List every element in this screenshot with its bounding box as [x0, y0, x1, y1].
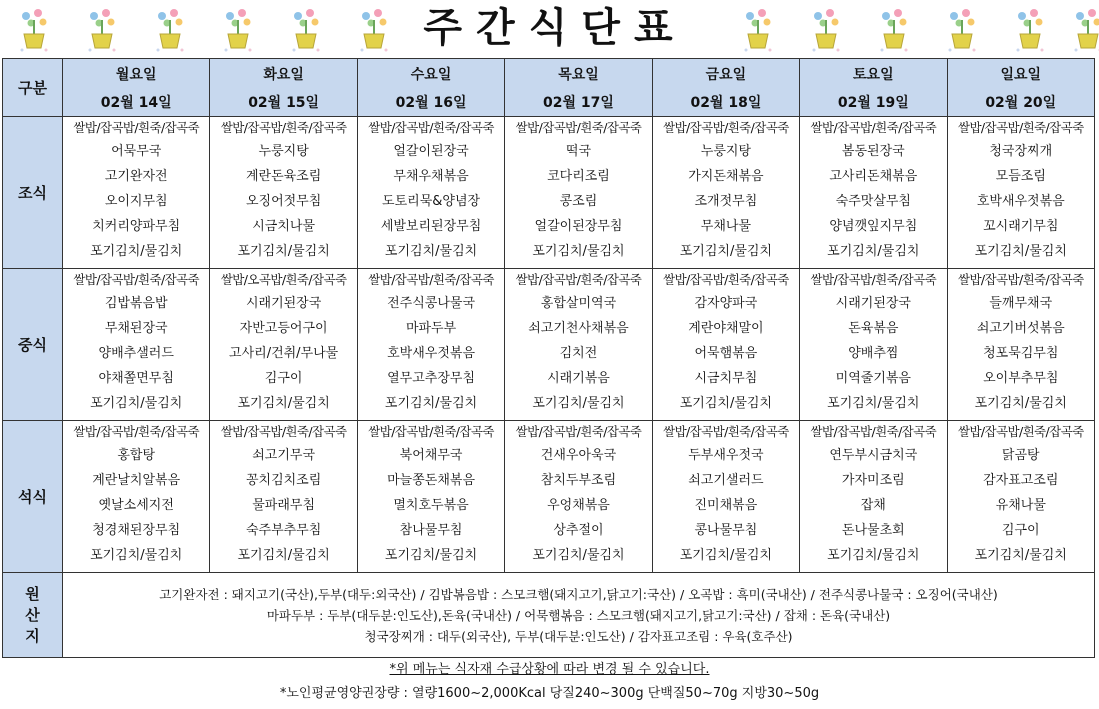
meal-cell	[800, 421, 947, 573]
menu-item: 세발보리된장무침	[380, 219, 482, 234]
staple-item: 쌀밥/잡곡밥/흰죽/잡곡죽	[515, 120, 642, 135]
nutrition-guideline: *노인평균영양권장량 : 열량1600~2,000Kcal 당질240~300g 단백질50~70g 지방30~50g	[279, 686, 820, 701]
menu-item: 포기김치/물김치	[827, 548, 920, 563]
day-name: 수요일	[410, 67, 452, 83]
menu-item: 조개젓무침	[694, 194, 758, 209]
staple-item: 쌀밥/잡곡밥/흰죽/잡곡죽	[663, 120, 789, 135]
menu-item: 포기김치/물김치	[679, 548, 773, 563]
menu-item: 포기김치/물김치	[237, 244, 330, 259]
menu-item: 무채나물	[700, 219, 752, 234]
menu-item: 숙주부추무침	[245, 523, 322, 538]
staple-item: 쌀밥/잡곡밥/흰죽/잡곡죽	[368, 424, 494, 439]
menu-item: 쇠고기샐러드	[688, 473, 764, 488]
day-name: 화요일	[263, 67, 304, 83]
menu-item: 꽁치김치조림	[245, 473, 322, 488]
meal-cell	[210, 117, 357, 269]
meal-cell	[63, 421, 210, 573]
menu-item: 계란날치알볶음	[92, 473, 181, 488]
origin-text	[63, 573, 1095, 658]
menu-item: 유채나물	[995, 498, 1046, 513]
menu-item: 포기김치/물김치	[90, 548, 183, 563]
flower-pot-icon	[220, 6, 256, 54]
menu-item: 포기김치/물김치	[532, 244, 625, 259]
meal-row	[3, 117, 1095, 269]
menu-item: 김밥볶음밥	[104, 296, 168, 311]
flower-pot-icon	[876, 6, 912, 54]
meal-cell	[63, 269, 210, 421]
menu-item: 자반고등어구이	[239, 321, 328, 336]
day-header	[505, 59, 652, 117]
day-header	[652, 59, 799, 117]
menu-item: 고사리/건취/무나물	[229, 346, 339, 361]
menu-item: 누룽지탕	[258, 144, 309, 159]
menu-item: 김구이	[264, 371, 303, 386]
menu-item: 닭곰탕	[1001, 448, 1040, 463]
menu-item: 멸치호두볶음	[393, 498, 469, 513]
menu-item: 포기김치/물김치	[827, 244, 920, 259]
menu-item: 오이지무침	[104, 194, 168, 209]
staple-item: 쌀밥/잡곡밥/흰죽/잡곡죽	[220, 424, 347, 439]
menu-item: 포기김치/물김치	[384, 548, 478, 563]
staple-item: 쌀밥/잡곡밥/흰죽/잡곡죽	[957, 120, 1084, 135]
staple-item: 쌀밥/잡곡밥/흰죽/잡곡죽	[73, 272, 199, 287]
menu-item: 물파래무침	[252, 498, 316, 513]
menu-item: 봄동된장국	[841, 144, 905, 159]
menu-item: 포기김치/물김치	[532, 548, 625, 563]
day-date: 02월 19일	[837, 95, 909, 111]
menu-item: 어묵햄볶음	[694, 346, 758, 361]
menu-item: 감자표고조림	[983, 473, 1059, 488]
meal-cell	[210, 421, 357, 573]
menu-item: 양배추샐러드	[98, 346, 174, 361]
menu-item: 얼갈이된장국	[393, 144, 469, 159]
menu-item: 숙주맛살무침	[835, 194, 911, 209]
day-name: 금요일	[705, 67, 747, 83]
meal-cell	[652, 117, 799, 269]
meal-cell	[947, 117, 1094, 269]
menu-item: 청포묵김무침	[983, 346, 1059, 361]
menu-table	[2, 58, 1095, 658]
menu-item: 어묵무국	[111, 144, 162, 159]
meal-label: 조식	[3, 117, 63, 269]
staple-item: 쌀밥/잡곡밥/흰죽/잡곡죽	[368, 272, 494, 287]
menu-item: 시래기된장국	[245, 296, 322, 311]
menu-item: 돈육볶음	[848, 321, 899, 336]
menu-item: 포기김치/물김치	[90, 396, 183, 411]
day-date: 02월 14일	[100, 95, 172, 111]
flower-pot-icon	[16, 6, 52, 54]
menu-item: 열무고추장무침	[387, 371, 475, 386]
meal-cell	[505, 269, 652, 421]
meal-cell	[947, 269, 1094, 421]
day-date: 02월 15일	[248, 95, 320, 111]
meal-cell	[800, 117, 947, 269]
change-notice: *위 메뉴는 식자재 수급상황에 따라 변경 될 수 있습니다.	[389, 662, 710, 677]
flower-pot-icon	[356, 6, 392, 54]
menu-item: 오이부추무침	[983, 371, 1059, 386]
origin-line: 청국장찌개 : 대두(외국산), 두부(대두분:인도산) / 감자표고조림 : 우육(호주산)	[364, 628, 793, 644]
menu-item: 옛날소세지전	[98, 498, 174, 513]
menu-item: 김구이	[1001, 523, 1040, 538]
menu-item: 쇠고기버섯볶음	[976, 321, 1065, 336]
menu-item: 계란돈육조림	[245, 169, 322, 184]
meal-cell	[210, 269, 357, 421]
menu-item: 마파두부	[405, 321, 457, 336]
menu-item: 포기김치/물김치	[679, 244, 773, 259]
menu-item: 두부새우젓국	[688, 448, 764, 463]
menu-item: 포기김치/물김치	[974, 244, 1067, 259]
staple-item: 쌀밥/잡곡밥/흰죽/잡곡죽	[957, 272, 1084, 287]
staple-item: 쌀밥/잡곡밥/흰죽/잡곡죽	[810, 120, 937, 135]
menu-item: 홍합탕	[117, 448, 156, 463]
day-header	[210, 59, 357, 117]
menu-item: 콩조림	[559, 194, 598, 209]
menu-item: 북어채무국	[399, 448, 463, 463]
meal-label: 중식	[3, 269, 63, 421]
menu-item: 도토리묵&양념장	[382, 194, 481, 209]
flower-pot-icon	[288, 6, 324, 54]
menu-item: 코다리조림	[547, 169, 610, 184]
day-date: 02월 16일	[395, 95, 467, 111]
meal-cell	[947, 421, 1094, 573]
menu-item: 무채우채볶음	[393, 169, 469, 184]
menu-item: 얼갈이된장무침	[534, 219, 623, 234]
day-name: 토요일	[853, 67, 894, 83]
menu-item: 잡채	[860, 498, 886, 513]
menu-item: 청국장찌개	[989, 144, 1053, 159]
menu-item: 들깨무채국	[989, 296, 1053, 311]
origin-row	[3, 573, 1095, 658]
menu-item: 고사리돈채볶음	[829, 169, 918, 184]
menu-item: 상추절이	[553, 523, 604, 538]
menu-item: 참나물무침	[399, 523, 463, 538]
menu-item: 고기완자전	[104, 169, 168, 184]
menu-item: 양념깻잎지무침	[829, 219, 918, 234]
origin-label-char: 지	[25, 626, 40, 645]
menu-item: 오징어젓무침	[245, 194, 322, 209]
menu-item: 시금치무침	[694, 371, 758, 386]
menu-item: 가자미조림	[841, 473, 905, 488]
staple-item: 쌀밥/잡곡밥/흰죽/잡곡죽	[515, 272, 642, 287]
meal-row	[3, 269, 1095, 421]
staple-item: 쌀밥/잡곡밥/흰죽/잡곡죽	[73, 120, 199, 135]
menu-item: 마늘쫑돈채볶음	[387, 473, 475, 488]
flower-pot-icon	[740, 6, 776, 54]
staple-item: 쌀밥/오곡밥/흰죽/잡곡죽	[220, 272, 347, 287]
category-header: 구분	[3, 59, 63, 117]
menu-item: 감자양파국	[694, 296, 758, 311]
day-date: 02월 20일	[985, 95, 1057, 111]
day-name: 일요일	[1000, 67, 1042, 83]
menu-item: 치커리양파무침	[92, 219, 181, 234]
menu-item: 떡국	[565, 144, 592, 159]
staple-item: 쌀밥/잡곡밥/흰죽/잡곡죽	[810, 424, 937, 439]
flower-pot-icon	[152, 6, 188, 54]
meal-cell	[63, 117, 210, 269]
menu-item: 참치두부조림	[540, 473, 617, 488]
menu-item: 청경채된장무침	[92, 523, 181, 538]
menu-item: 우엉채볶음	[547, 498, 610, 513]
meal-cell	[505, 117, 652, 269]
header-row	[3, 59, 1095, 117]
staple-item: 쌀밥/잡곡밥/흰죽/잡곡죽	[73, 424, 199, 439]
menu-item: 누룽지탕	[700, 144, 752, 159]
menu-item: 시래기볶음	[547, 371, 610, 386]
menu-item: 꼬시래기무침	[983, 219, 1059, 234]
menu-item: 포기김치/물김치	[827, 396, 920, 411]
menu-item: 돈나물초회	[841, 523, 905, 538]
menu-item: 모듬조림	[995, 169, 1046, 184]
staple-item: 쌀밥/잡곡밥/흰죽/잡곡죽	[957, 424, 1084, 439]
meal-cell	[800, 269, 947, 421]
flower-pot-icon	[84, 6, 120, 54]
flower-pot-icon	[808, 6, 844, 54]
day-header	[800, 59, 947, 117]
day-header	[357, 59, 504, 117]
menu-item: 무채된장국	[104, 321, 168, 336]
day-header	[63, 59, 210, 117]
menu-item: 쇠고기무국	[252, 448, 316, 463]
page-title: 주간식단표	[423, 5, 687, 51]
flower-pot-icon	[1070, 6, 1099, 54]
menu-item: 시금치나물	[252, 219, 316, 234]
menu-item: 양배추찜	[848, 346, 899, 361]
meal-cell	[357, 421, 504, 573]
day-name: 목요일	[558, 67, 599, 83]
menu-item: 홍합살미역국	[540, 296, 617, 311]
menu-item: 포기김치/물김치	[384, 244, 478, 259]
menu-item: 시래기된장국	[835, 296, 911, 311]
staple-item: 쌀밥/잡곡밥/흰죽/잡곡죽	[220, 120, 347, 135]
menu-item: 호박새우젓볶음	[976, 194, 1065, 209]
menu-item: 미역줄기볶음	[835, 371, 911, 386]
meal-cell	[505, 421, 652, 573]
banner	[0, 0, 1099, 58]
staple-item: 쌀밥/잡곡밥/흰죽/잡곡죽	[515, 424, 642, 439]
menu-item: 연두부시금치국	[829, 448, 918, 463]
menu-item: 김치전	[559, 346, 598, 361]
menu-item: 포기김치/물김치	[237, 396, 330, 411]
meal-cell	[357, 269, 504, 421]
menu-item: 건새우아욱국	[540, 448, 617, 463]
menu-item: 포기김치/물김치	[90, 244, 183, 259]
menu-item: 콩나물무침	[694, 523, 758, 538]
staple-item: 쌀밥/잡곡밥/흰죽/잡곡죽	[663, 424, 789, 439]
meal-label: 석식	[3, 421, 63, 573]
flower-pot-icon	[944, 6, 980, 54]
menu-item: 포기김치/물김치	[974, 548, 1067, 563]
meal-cell	[652, 421, 799, 573]
menu-item: 쇠고기천사채볶음	[528, 321, 629, 336]
origin-line: 마파두부 : 두부(대두분:인도산),돈육(국내산) / 어묵햄볶음 : 스모크햄(돼지고기,닭고기:국산) / 잡채 : 돈육(국내산)	[266, 607, 891, 623]
meal-cell	[357, 117, 504, 269]
meal-row	[3, 421, 1095, 573]
menu-item: 야채쫄면무침	[98, 371, 174, 386]
menu-item: 진미채볶음	[694, 498, 758, 513]
menu-item: 계란야채말이	[688, 321, 764, 336]
menu-item: 호박새우젓볶음	[387, 346, 475, 361]
menu-item: 포기김치/물김치	[679, 396, 773, 411]
origin-label	[3, 573, 63, 658]
menu-item: 포기김치/물김치	[384, 396, 478, 411]
origin-label-char: 원	[25, 584, 40, 603]
menu-item: 포기김치/물김치	[974, 396, 1067, 411]
origin-label-char: 산	[25, 605, 40, 624]
menu-item: 전주식콩나물국	[387, 296, 475, 311]
menu-item: 포기김치/물김치	[237, 548, 330, 563]
day-header	[947, 59, 1094, 117]
meal-cell	[652, 269, 799, 421]
staple-item: 쌀밥/잡곡밥/흰죽/잡곡죽	[810, 272, 937, 287]
staple-item: 쌀밥/잡곡밥/흰죽/잡곡죽	[368, 120, 494, 135]
footer-notes	[0, 658, 1099, 706]
menu-item: 포기김치/물김치	[532, 396, 625, 411]
day-date: 02월 17일	[543, 95, 614, 111]
staple-item: 쌀밥/잡곡밥/흰죽/잡곡죽	[663, 272, 789, 287]
day-date: 02월 18일	[690, 95, 762, 111]
flower-pot-icon	[1012, 6, 1048, 54]
menu-item: 가지돈채볶음	[688, 169, 764, 184]
day-name: 월요일	[115, 67, 157, 83]
origin-line: 고기완자전 : 돼지고기(국산),두부(대두:외국산) / 김밥볶음밥 : 스모크햄(돼지고기,닭고기:국산) / 오곡밥 : 흑미(국내산) / 전주식콩나물국 : 오징어(국내산)	[159, 586, 998, 602]
